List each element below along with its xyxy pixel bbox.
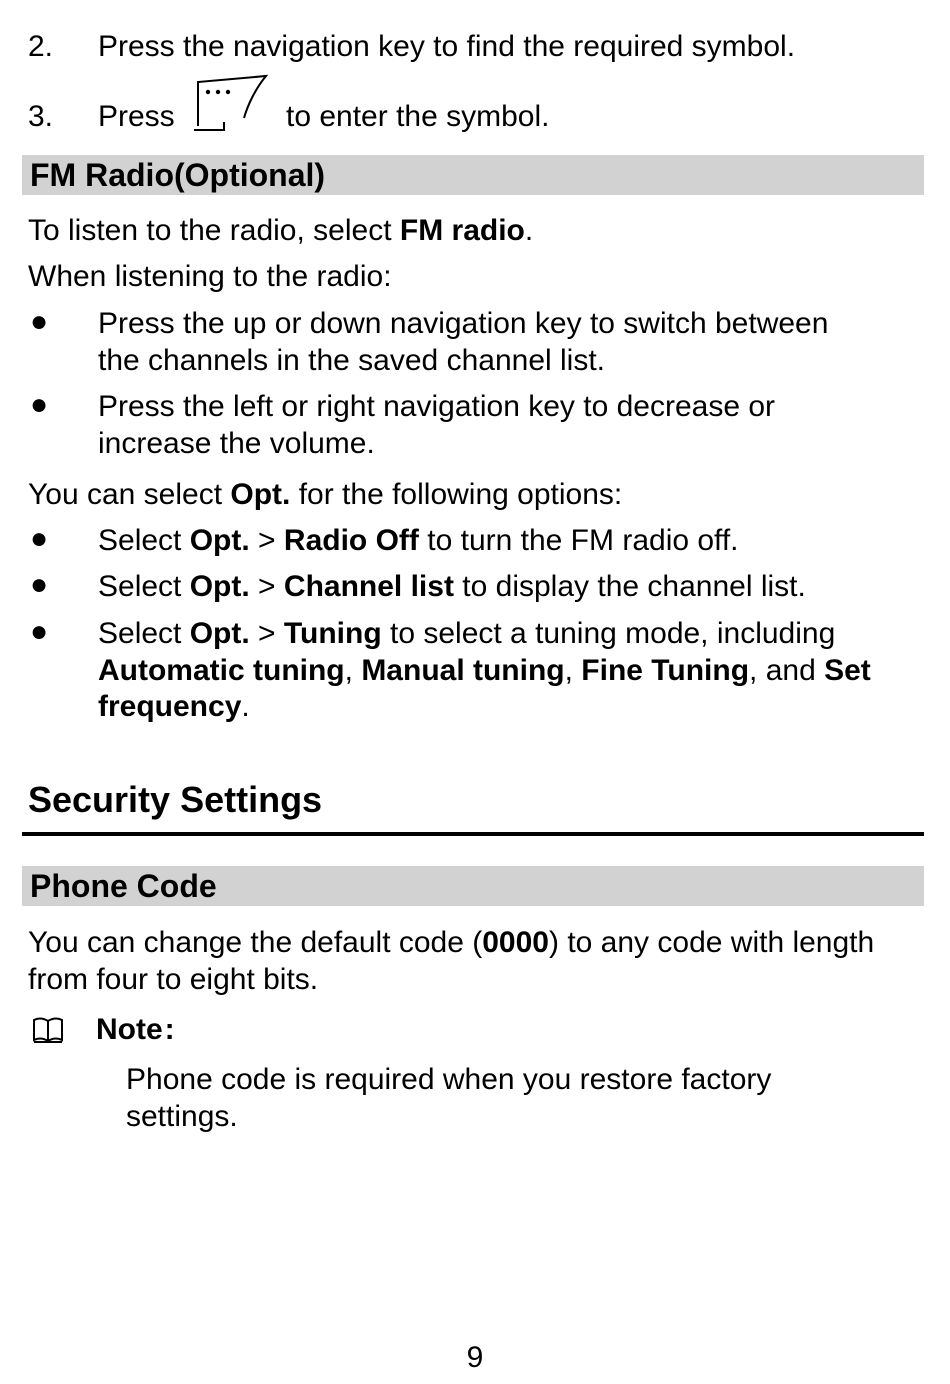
fm-radio-heading: FM Radio(Optional) xyxy=(30,157,326,193)
option-tuning-line-1: Select Opt. > Tuning to select a tuning mode, including xyxy=(98,617,836,650)
fm-radio-section-bar xyxy=(22,155,924,195)
option-radio-off: Select Opt. > Radio Off to turn the FM radio off. xyxy=(98,524,739,557)
step-2-number: 2. xyxy=(28,30,54,63)
bullet-dot: ● xyxy=(30,568,49,601)
bullet-dot: ● xyxy=(30,615,49,648)
options-intro: You can select Opt. for the following options: xyxy=(28,478,623,511)
note-line-1: Phone code is required when you restore factory xyxy=(126,1063,772,1096)
bullet-dot: ● xyxy=(30,305,49,338)
phone-code-section-bar xyxy=(22,866,924,906)
fm-radio-intro: To listen to the radio, select FM radio. xyxy=(28,214,534,247)
page-number: 9 xyxy=(466,1341,484,1374)
phone-code-heading: Phone Code xyxy=(30,868,217,904)
heading-rule xyxy=(22,832,924,836)
listening-label: When listening to the radio: xyxy=(28,260,392,293)
phone-code-line-1: You can change the default code (0000) to any code with length xyxy=(28,926,875,959)
bullet-1-line-2: the channels in the saved channel list. xyxy=(98,344,605,377)
bullet-1-line-1: Press the up or down navigation key to switch between xyxy=(98,307,829,340)
bullet-dot: ● xyxy=(30,522,49,555)
bullet-2-line-2: increase the volume. xyxy=(98,427,375,460)
option-channel-list: Select Opt. > Channel list to display the channel list. xyxy=(98,570,806,603)
option-tuning-line-3: frequency. xyxy=(98,690,250,723)
note-label: Note: xyxy=(96,1013,175,1046)
step-2-text: Press the navigation key to find the required symbol. xyxy=(98,30,796,63)
option-tuning-line-2: Automatic tuning, Manual tuning, Fine Tuning, and Set xyxy=(98,654,871,687)
book-icon xyxy=(32,1016,64,1044)
bullet-2-line-1: Press the left or right navigation key to decrease or xyxy=(98,390,776,423)
step-3-text: to enter the symbol. xyxy=(286,100,550,133)
phone-code-line-2: from four to eight bits. xyxy=(28,963,319,996)
security-settings-heading: Security Settings xyxy=(28,779,323,820)
note-line-2: settings. xyxy=(126,1100,238,1133)
step-3-press: Press xyxy=(98,100,175,133)
softkey-dots-icon xyxy=(192,72,272,134)
step-3-number: 3. xyxy=(28,100,54,133)
bullet-dot: ● xyxy=(30,388,49,421)
